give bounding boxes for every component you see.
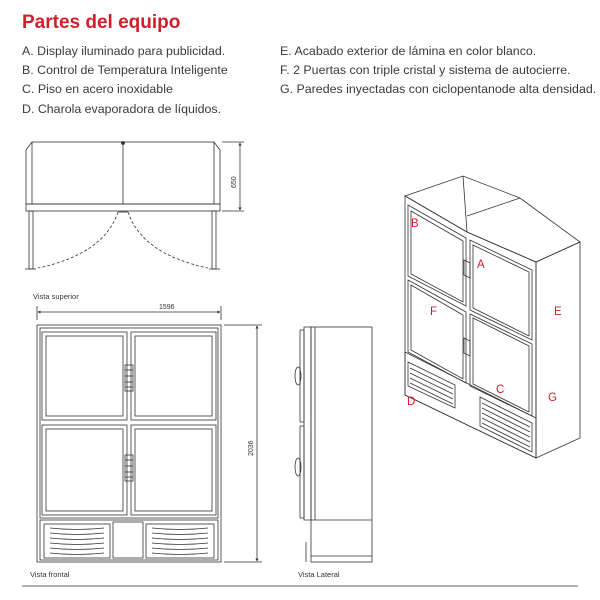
part-g: G. Paredes inyectadas con ciclopentanode alta densidad. (280, 82, 597, 97)
caption-top-view: Vista superior (33, 292, 79, 301)
iso-top (405, 176, 580, 262)
iso-label-c: C (496, 384, 505, 396)
part-b: B. Control de Temperatura Inteligente (22, 63, 228, 78)
vent-grille-right (146, 524, 214, 558)
part-f: F. 2 Puertas con triple cristal y sistema de autocierre. (280, 63, 571, 78)
iso-label-g: G (548, 392, 557, 404)
vent-slats (50, 528, 208, 555)
depth-dimension: 650 (231, 176, 238, 188)
part-d: D. Charola evaporadora de líquidos. (22, 101, 222, 116)
door-top-right (131, 332, 216, 420)
iso-door-top-right (470, 240, 532, 340)
iso-front (405, 196, 536, 458)
iso-label-e: E (554, 306, 562, 318)
door-top-left (42, 332, 127, 420)
door-bottom-right (131, 425, 216, 515)
iso-label-a: A (477, 259, 485, 271)
iso-label-f: F (430, 306, 438, 318)
front-view (37, 306, 262, 562)
part-e: E. Acabado exterior de lámina en color blanco. (280, 44, 537, 58)
top-view (25, 142, 244, 270)
door-bottom-left (42, 425, 127, 515)
part-a: A. Display iluminado para publicidad. (22, 44, 226, 58)
iso-side (536, 242, 580, 458)
caption-side-view: Vista Lateral (298, 570, 340, 579)
iso-door-bottom-left (408, 280, 466, 383)
caption-front-view: Vista frontal (30, 570, 70, 579)
side-view-cabinet (311, 327, 372, 562)
part-c: C. Piso en acero inoxidable (22, 82, 173, 97)
front-view-cabinet (37, 325, 221, 562)
height-dimension: 2036 (248, 440, 255, 456)
side-view (295, 327, 372, 562)
page-title: Partes del equipo (22, 12, 181, 33)
iso-label-d: D (407, 396, 416, 408)
iso-label-b: B (411, 218, 419, 230)
vent-grille-left (44, 524, 110, 558)
width-dimension: 1596 (159, 304, 175, 311)
